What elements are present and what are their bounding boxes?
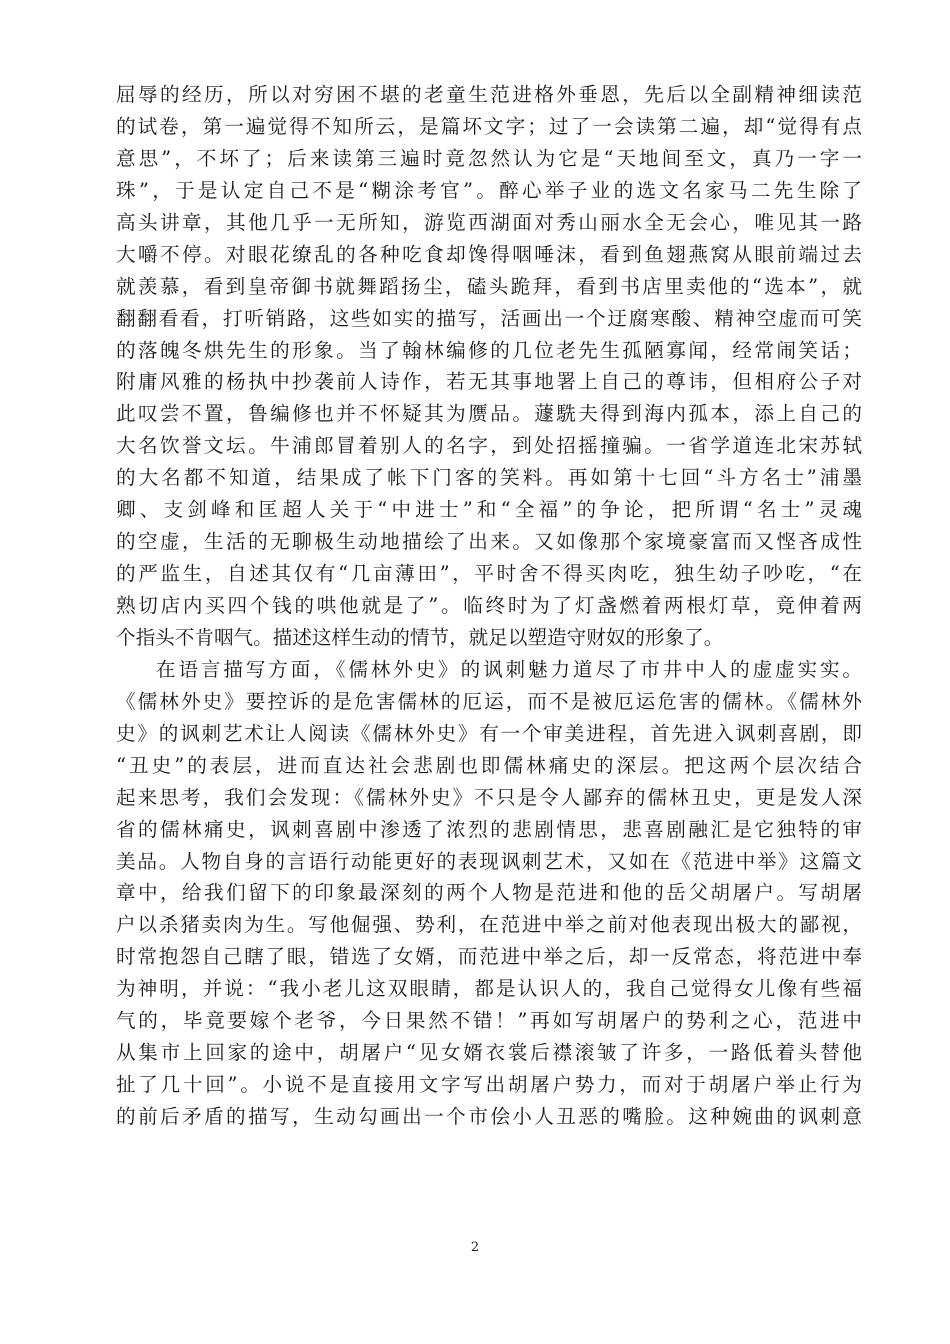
text-line: 时常抱怨自己瞎了眼，错选了女婿，而范进中举之后，却一反常态，将范进中奉 [116,945,862,969]
text-line: 屈辱的经历，所以对穷困不堪的老童生范进格外垂恩，先后以全副精神细读范 [116,83,862,106]
text-line: 大嚼不停。对眼花缭乱的各种吃食却馋得咽唾沫，看到鱼翅燕窝从眼前端过去 [116,242,862,266]
text-line: 高头讲章，其他几乎一无所知，游览西湖面对秀山丽水全无会心，唯见其一路 [116,210,862,234]
text-line: 翻翻看看，打听销路，这些如实的描写，活画出一个迂腐寒酸、精神空虚而可笑 [116,306,862,330]
text-line: 气的，毕竟要嫁个老爷，今日果然不错！”再如写胡屠户的势利之心，范进中 [116,1009,862,1033]
text-line: 此叹尝不置，鲁编修也并不怀疑其为赝品。蘧駪夫得到海内孤本，添上自己的 [116,402,862,426]
page-number: 2 [470,1240,480,1255]
text-line: 户以杀猪卖肉为生。写他倔强、势利，在范进中举之前对他表现出极大的鄙视， [116,913,862,937]
text-line: 为神明，并说：“我小老儿这双眼睛，都是认识人的，我自己觉得女儿像有些福 [116,977,862,1001]
text-line: 大名饮誉文坛。牛浦郎冒着别人的名字，到处招摇撞骗。一省学道连北宋苏轼 [116,434,862,458]
body-text [116,79,862,1133]
text-line: 章中，给我们留下的印象最深刻的两个人物是范进和他的岳父胡屠户。写胡屠 [116,881,862,905]
text-line: 就羡慕，看到皇帝御书就舞蹈扬尘，磕头跪拜，看到书店里卖他的“选本”，就 [116,274,862,298]
text-line: 的落魄冬烘先生的形象。当了翰林编修的几位老先生孤陋寡闻，经常闹笑话； [116,338,862,362]
paragraph-first-line: 在语言描写方面，《儒林外史》的讽刺魅力道尽了市井中人的虚虚实实。 [156,657,862,681]
text-line: 意思”，不坏了；后来读第三遍时竟忽然认为它是“天地间至文，真乃一字一 [116,146,862,170]
text-line: 的严监生，自述其仅有“几亩薄田”，平时舍不得买肉吃，独生幼子吵吃，“在 [116,562,862,586]
text-line: 的大名都不知道，结果成了帐下门客的笑料。再如第十七回“斗方名士”浦墨 [116,466,862,490]
text-line: 史》的讽刺艺术让人阅读《儒林外史》有一个审美进程，首先进入讽刺喜剧，即 [116,721,862,745]
text-line: 省的儒林痛史，讽刺喜剧中渗透了浓烈的悲剧情思，悲喜剧融汇是它独特的审 [116,817,862,841]
text-line: 扯了几十回”。小说不是直接用文字写出胡屠户势力，而对于胡屠户举止行为 [116,1073,862,1097]
text-line: 卿、支剑峰和匡超人关于“中进士”和“全福”的争论，把所谓“名士”灵魂 [116,498,862,522]
text-line: 个指头不肯咽气。描述这样生动的情节，就足以塑造守财奴的形象了。 [116,625,724,649]
text-line: 美品。人物自身的言语行动能更好的表现讽刺艺术，又如在《范进中举》这篇文 [116,849,862,873]
text-line: “丑史”的表层，进而直达社会悲剧也即儒林痛史的深层。把这两个层次结合 [116,753,862,777]
text-line: 的前后矛盾的描写，生动勾画出一个市侩小人丑恶的嘴脸。这种婉曲的讽刺意 [116,1105,862,1128]
text-line: 《儒林外史》要控诉的是危害儒林的厄运，而不是被厄运危害的儒林。《儒林外 [116,689,862,713]
text-line: 起来思考，我们会发现：《儒林外史》不只是令人鄙弃的儒林丑史，更是发人深 [116,785,862,809]
text-line: 熟切店内买四个钱的哄他就是了”。临终时为了灯盏燃着两根灯草，竟伸着两 [116,594,862,617]
text-line: 的试卷，第一遍觉得不知所云，是篇坏文字；过了一会读第二遍，却“觉得有点 [116,114,862,138]
text-line: 珠”，于是认定自己不是“糊涂考官”。醉心举子业的选文名家马二先生除了 [116,178,862,202]
text-line: 从集市上回家的途中，胡屠户“见女婿衣裳后襟滚皱了许多，一路低着头替他 [116,1041,862,1065]
text-line: 附庸风雅的杨执中抄袭前人诗作，若无其事地署上自己的尊讳，但相府公子对 [116,370,862,394]
text-line: 的空虚，生活的无聊极生动地描绘了出来。又如像那个家境豪富而又悭吝成性 [116,530,862,554]
